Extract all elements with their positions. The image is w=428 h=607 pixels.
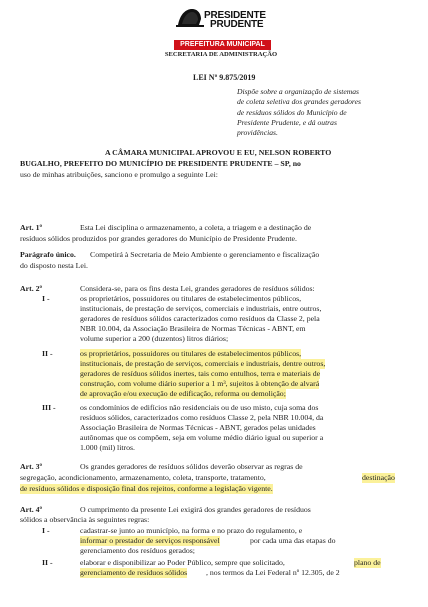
article-label: Art. 1º bbox=[20, 223, 43, 232]
article-text-line: sólidos a observância às seguintes regras: bbox=[20, 515, 150, 524]
article-text-line: segregação, acondicionamento, armazenamento, coleta, transporte, tratamento, bbox=[20, 473, 266, 482]
highlighted-text-line: destinação bbox=[362, 473, 395, 482]
highlighted-text-line: de aprovação e/ou execução de edificação, reforma ou demolição; bbox=[80, 389, 286, 398]
article-text-line: Os grandes geradores de resíduos sólidos deverão observar as regras de bbox=[80, 462, 303, 471]
highlighted-text-line: gerenciamento de resíduos sólidos bbox=[80, 568, 188, 577]
item-text-line: Associação Brasileira de Normas Técnicas - ABNT, gerados pelas unidades bbox=[80, 423, 316, 432]
item-text-line: cadastrar-se junto ao município, na forma e no prazo do regulamento, e bbox=[80, 526, 303, 535]
secretaria-title: SECRETARIA DE ADMINISTRAÇÃO bbox=[164, 51, 278, 58]
highlighted-text-line: institucionais, de prestação de serviços, comerciais e industriais, dentre outros, bbox=[80, 359, 326, 368]
article-text-line: O cumprimento da presente Lei exigirá dos grandes geradores de resíduos bbox=[80, 505, 311, 514]
item-label-II: II - bbox=[42, 349, 53, 358]
item-text-line: , nos termos da Lei Federal nº 12.305, de 2 bbox=[206, 568, 340, 577]
paragraph-text-line: do disposto nesta Lei. bbox=[20, 261, 88, 270]
article-label: Art. 3º bbox=[20, 462, 43, 471]
ementa-line: Presidente Prudente, e dá outras bbox=[237, 117, 337, 127]
highlighted-text-line: informar o prestador de serviços responsável bbox=[80, 536, 220, 545]
item-text-line: volume superior a 200 (duzentos) litros diários; bbox=[80, 334, 229, 343]
preamble-line: BUGALHO, PREFEITO DO MUNICÍPIO DE PRESIDENTE PRUDENTE – SP, no bbox=[20, 159, 301, 168]
law-summary bbox=[237, 87, 400, 138]
article-intro: Considera-se, para os fins desta Lei, grandes geradores de resíduos sólidos: bbox=[80, 284, 315, 293]
item-text-line: gerenciamento dos resíduos gerados; bbox=[80, 546, 195, 555]
ementa-line: Dispõe sobre a organização de sistemas bbox=[237, 87, 359, 96]
item-text-line: NBR 10.004, da Associação Brasileira de Normas Técnicas - ABNT, em bbox=[80, 324, 306, 333]
item-label-III: III - bbox=[42, 403, 56, 412]
item-text-line: os condomínios de edifícios não residenciais ou de uso misto, cuja soma dos bbox=[80, 403, 319, 412]
item-text-line: geradores de resíduos sólidos caracterizados como resíduos da Classe 2, pela bbox=[80, 314, 320, 323]
law-number: LEI Nº 9.875/2019 bbox=[193, 73, 256, 82]
prefeitura-banner: PREFEITURA MUNICIPAL bbox=[174, 40, 271, 50]
highlighted-text-line: construção, com volume diário superior a 1 m³, sujeitos à obtenção de alvará bbox=[80, 379, 320, 388]
item-label-I: I - bbox=[42, 526, 50, 535]
highlighted-text-line: de resíduos sólidos e disposição final dos rejeitos, conforme a legislação vigente. bbox=[20, 484, 273, 493]
highlighted-text-line: os proprietários, possuidores ou titulares de estabelecimentos públicos, bbox=[80, 349, 302, 358]
item-text-line: resíduos sólidos, caracterizados como resíduos Classe 2, pela NBR 10.004, da bbox=[80, 413, 324, 422]
article-text-line: resíduos sólidos produzidos por grandes geradores do Município de Presidente Prudente. bbox=[20, 234, 297, 243]
item-text-line: 1.000 (mil) litros. bbox=[80, 443, 136, 452]
ementa-line: de resíduos sólidos do Município de bbox=[237, 107, 347, 117]
city-name-line2: PRUDENTE bbox=[210, 18, 264, 30]
item-text-line: institucionais, de prestação de serviços, comerciais e industriais, entre outros, bbox=[80, 304, 322, 313]
paragraph-label: Parágrafo único. bbox=[20, 250, 76, 259]
item-text-line: por cada uma das etapas do bbox=[250, 536, 336, 545]
item-text-line: os proprietários, possuidores ou titulares de estabelecimentos públicos, bbox=[80, 294, 302, 303]
city-name-line1: PRESIDENTE bbox=[204, 10, 266, 21]
preamble-line: uso de minhas atribuições, sanciono e promulgo a seguinte Lei: bbox=[20, 170, 218, 179]
paragraph-text-line: Competirá à Secretaria de Meio Ambiente o gerenciamento e fiscalização bbox=[90, 250, 320, 259]
item-label-II: II - bbox=[42, 558, 53, 567]
item-label-I: I - bbox=[42, 294, 50, 303]
item-text-line: elaborar e disponibilizar ao Poder Público, sempre que solicitado, bbox=[80, 558, 285, 567]
highlighted-text-line: plano de bbox=[354, 558, 381, 567]
article-text-line: Esta Lei disciplina o armazenamento, a coleta, a triagem e a destinação de bbox=[80, 223, 312, 232]
highlighted-text-line: geradores de resíduos sólidos inertes, tais como entulhos, terra e materiais de bbox=[80, 369, 321, 378]
ementa-line: providências. bbox=[237, 128, 278, 138]
city-name-logo bbox=[204, 12, 266, 29]
item-text-line: autônomas que os compõem, seja em volume médio diário igual ou superior a bbox=[80, 433, 324, 442]
ementa-line: de coleta seletiva dos grandes geradores bbox=[237, 97, 361, 107]
article-label: Art. 2º bbox=[20, 284, 43, 293]
article-label: Art. 4º bbox=[20, 505, 43, 514]
preamble-line: A CÂMARA MUNICIPAL APROVOU E EU, NELSON ROBERTO bbox=[105, 148, 332, 157]
